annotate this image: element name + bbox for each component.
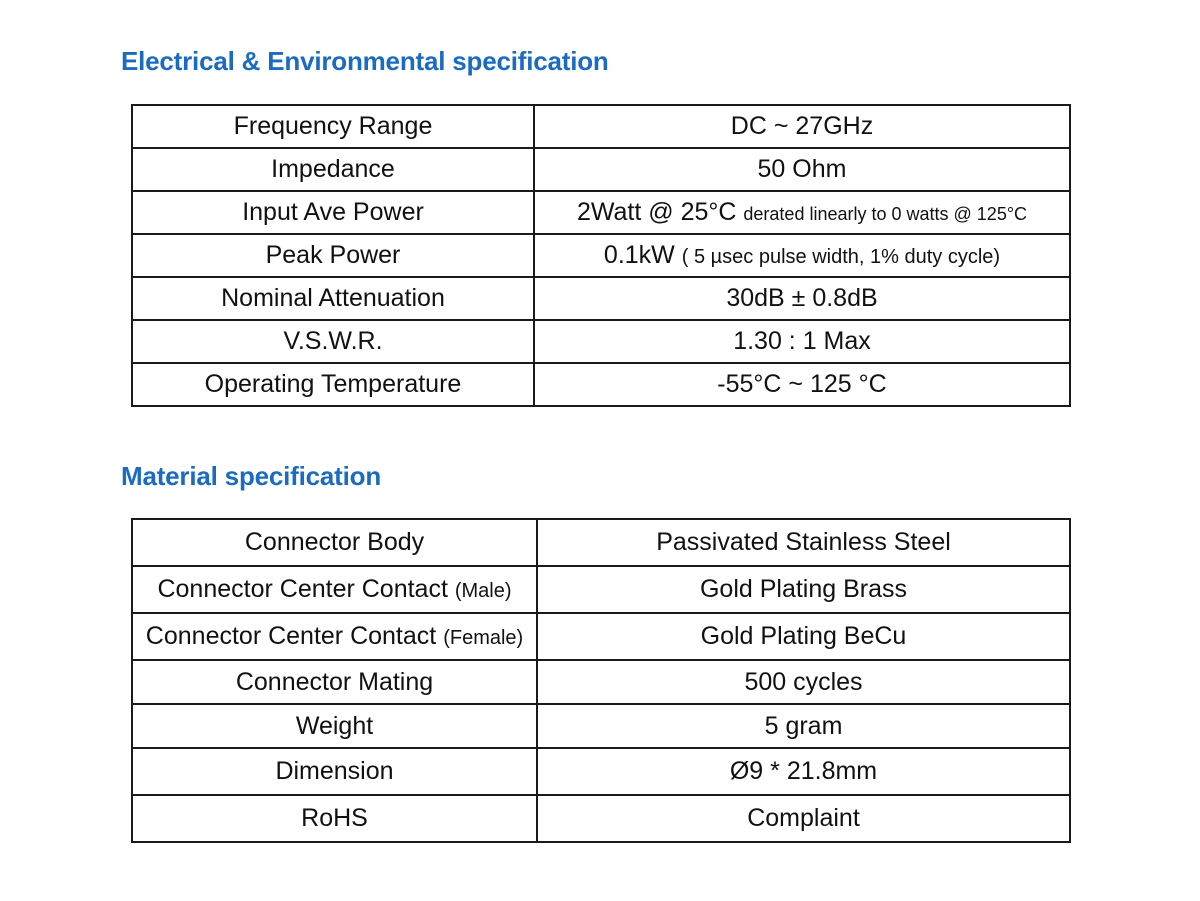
table-row [132, 660, 1070, 704]
spec-label: Dimension [132, 748, 537, 795]
spec-label-cell [132, 566, 537, 613]
spec-value: DC ~ 27GHz [534, 105, 1070, 148]
spec-label: Connector Center Contact [157, 575, 448, 603]
spec-value: Passivated Stainless Steel [537, 519, 1070, 566]
spec-value: 2Watt @ 25°C [576, 198, 737, 226]
table-row [132, 748, 1070, 795]
table-row [132, 148, 1070, 191]
spec-value: 50 Ohm [534, 148, 1070, 191]
table-row [132, 277, 1070, 320]
spec-value: 0.1kW [603, 241, 675, 269]
material-spec-table [131, 518, 1071, 843]
material-section-heading: Material specification [121, 461, 382, 491]
spec-note: ( 5 µsec pulse width, 1% duty cycle) [681, 246, 1001, 268]
spec-label: V.S.W.R. [132, 320, 534, 363]
spec-value: -55°C ~ 125 °C [534, 363, 1070, 406]
spec-value: Ø9 * 21.8mm [537, 748, 1070, 795]
spec-label: Operating Temperature [132, 363, 534, 406]
spec-label: Connector Center Contact [145, 622, 437, 650]
spec-label-qualifier: (Female) [443, 627, 524, 649]
spec-label: Peak Power [132, 234, 534, 277]
spec-label-cell [132, 613, 537, 660]
table-row [132, 234, 1070, 277]
spec-label: Impedance [132, 148, 534, 191]
table-row [132, 795, 1070, 842]
table-row [132, 105, 1070, 148]
table-row [132, 363, 1070, 406]
electrical-spec-table [131, 104, 1071, 407]
spec-value: Complaint [537, 795, 1070, 842]
spec-value: Gold Plating Brass [537, 566, 1070, 613]
table-row [132, 320, 1070, 363]
spec-value: 1.30 : 1 Max [534, 320, 1070, 363]
spec-label: Connector Mating [132, 660, 537, 704]
spec-label: Input Ave Power [132, 191, 534, 234]
spec-value-cell [534, 191, 1070, 234]
spec-value-cell [534, 234, 1070, 277]
spec-value: Gold Plating BeCu [537, 613, 1070, 660]
spec-label: RoHS [132, 795, 537, 842]
spec-value: 5 gram [537, 704, 1070, 748]
table-row [132, 519, 1070, 566]
spec-label: Weight [132, 704, 537, 748]
electrical-section-heading: Electrical & Environmental specification [121, 46, 609, 76]
spec-label: Connector Body [132, 519, 537, 566]
spec-label: Frequency Range [132, 105, 534, 148]
spec-value: 500 cycles [537, 660, 1070, 704]
spec-value: 30dB ± 0.8dB [534, 277, 1070, 320]
table-row [132, 704, 1070, 748]
spec-label: Nominal Attenuation [132, 277, 534, 320]
spec-note: derated linearly to 0 watts @ 125°C [743, 204, 1028, 224]
table-row [132, 566, 1070, 613]
table-row [132, 613, 1070, 660]
table-row [132, 191, 1070, 234]
spec-label-qualifier: (Male) [454, 580, 512, 602]
